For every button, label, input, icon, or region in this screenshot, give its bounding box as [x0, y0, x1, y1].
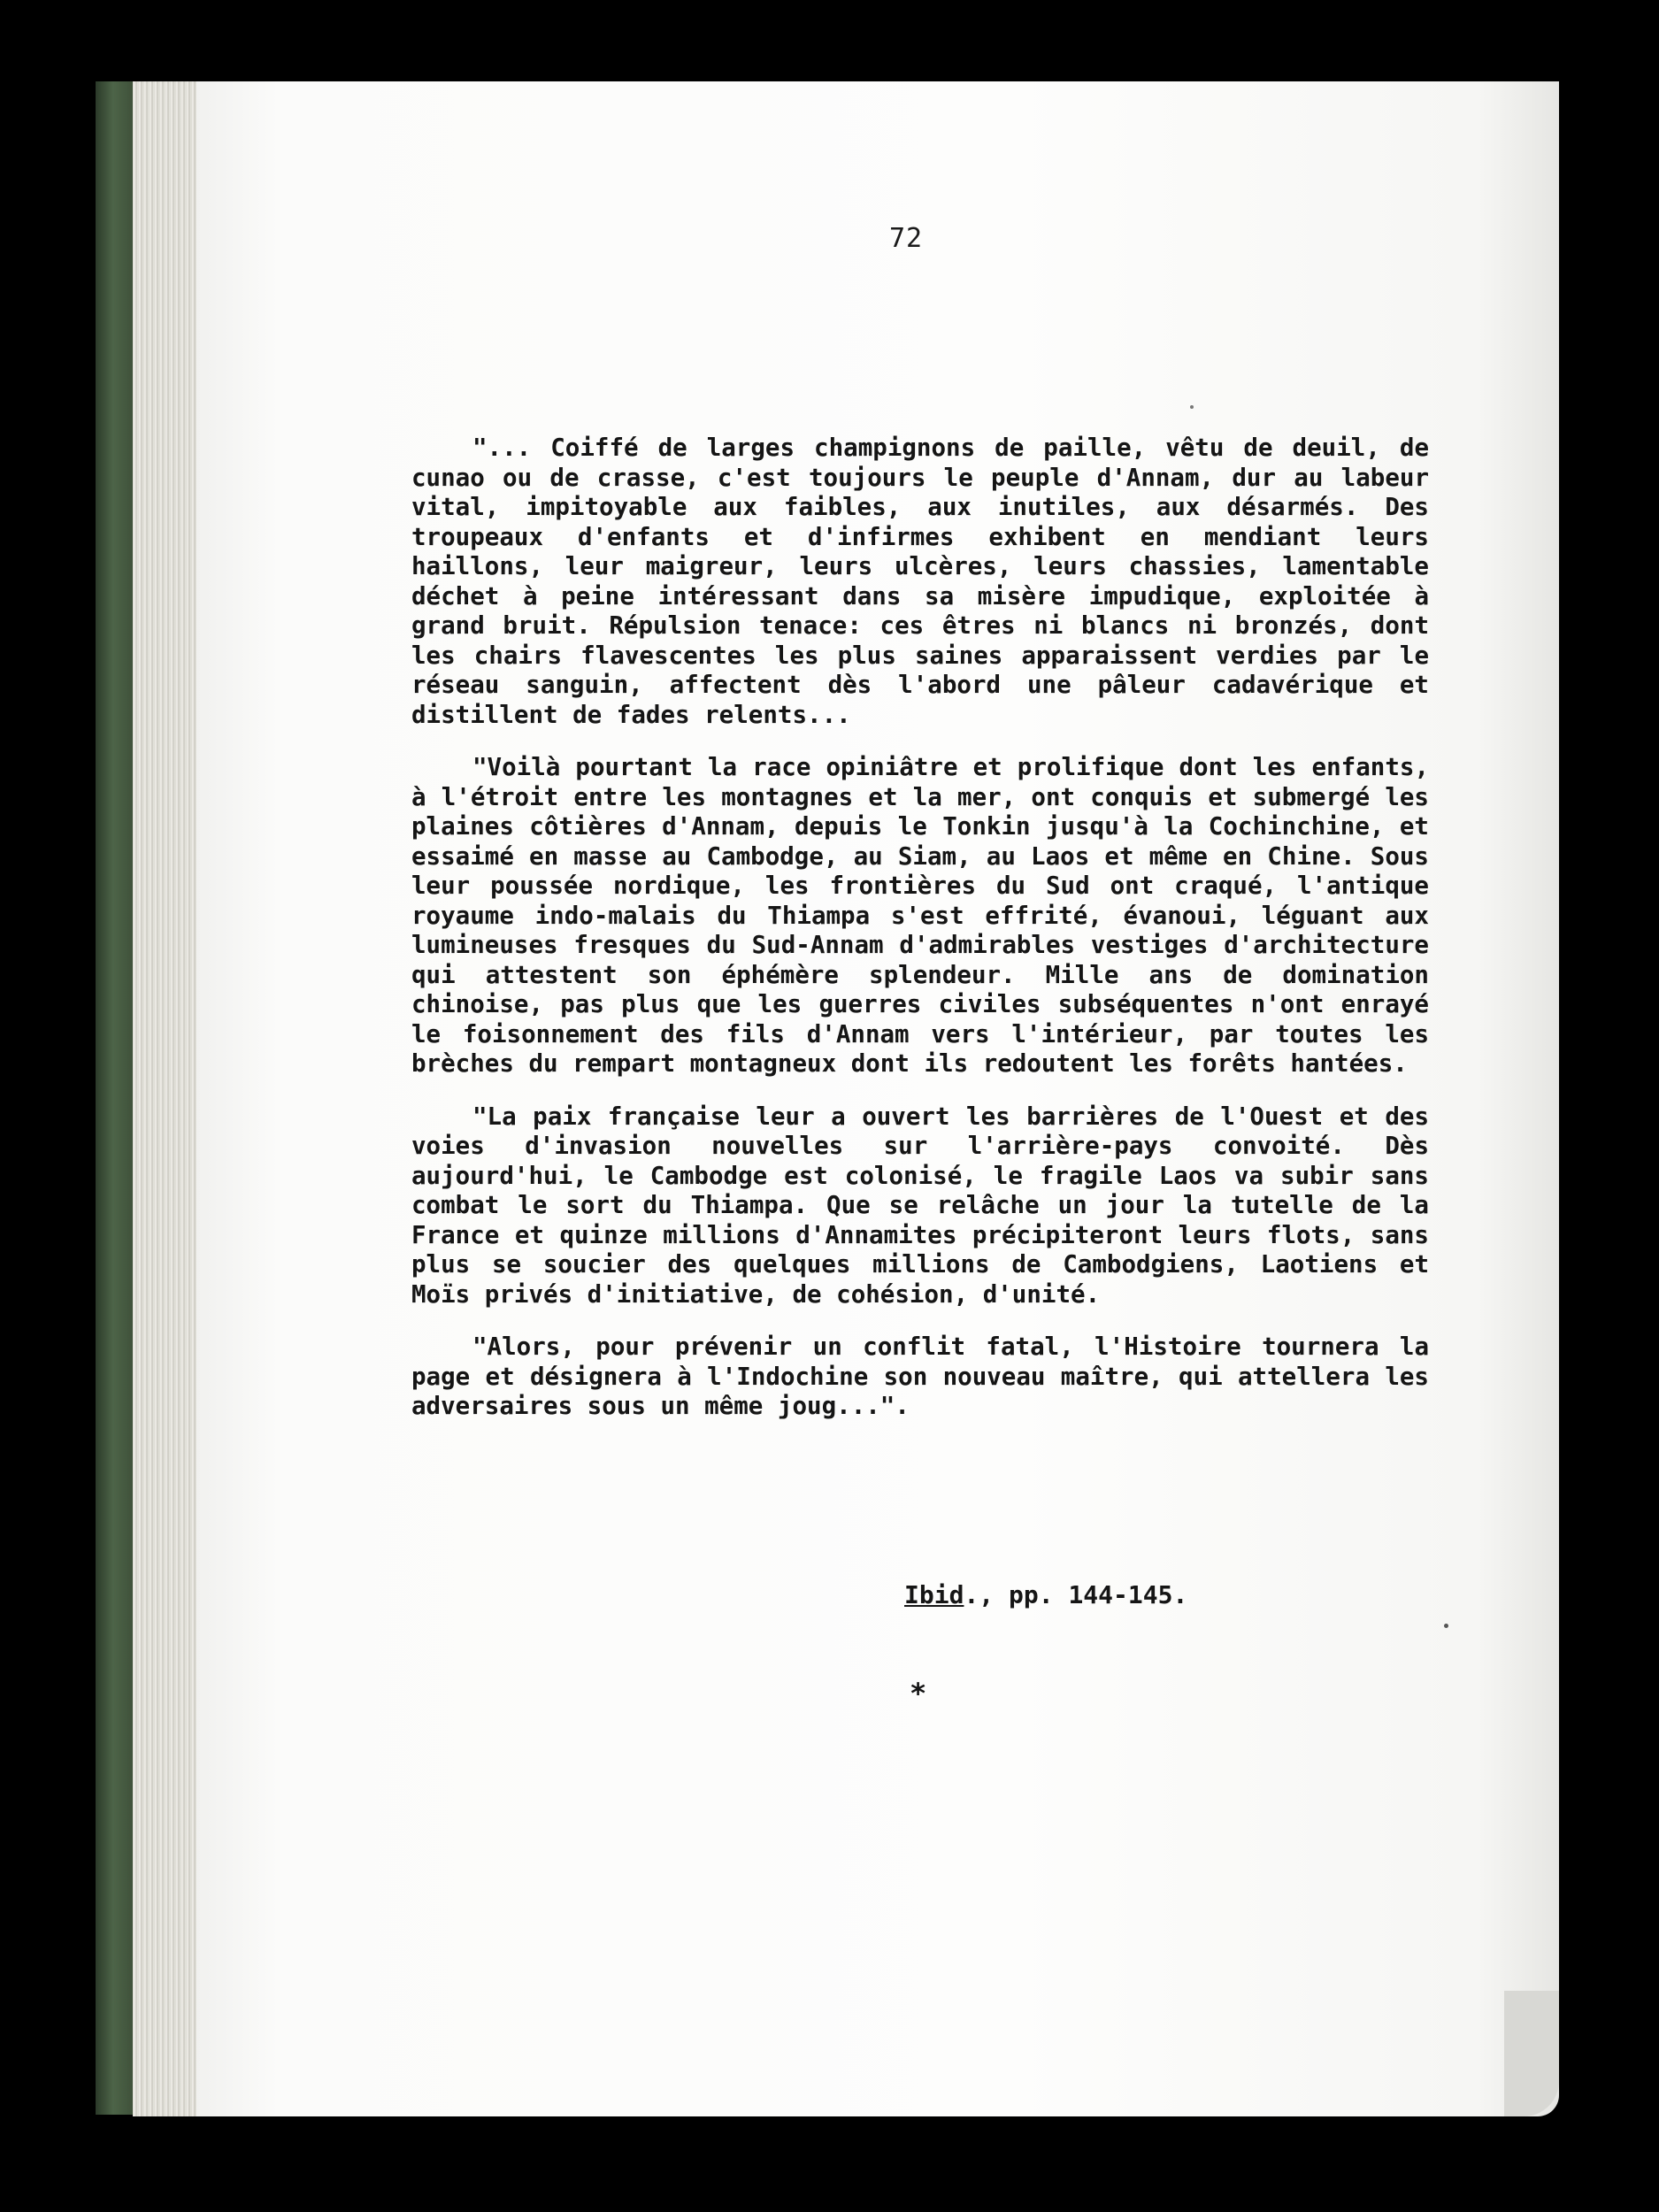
- page-edges: [133, 81, 198, 2116]
- paragraph-1: "... Coiffé de larges champignons de paille, vêtu de deuil, de cunao ou de crasse, c'est toujours le peuple d'Annam, dur au labeur vital, impitoyable aux faibles, aux inutiles, aux désarmés. Des troupeaux d'enfants et d'infirmes exhibent en mendiant leurs haillons, leur maigreur, leurs ulcères, leurs chassies, lamentable déchet à peine intéressant dans sa misère impudique, exploitée à grand bruit. Répulsion tenace: ces êtres ni blancs ni bronzés, dont les chairs flavescentes les plus saines apparaissent verdies par le réseau sanguin, affectent dès l'abord une pâleur cadavérique et distillent de fades relents...: [411, 434, 1429, 729]
- citation: [904, 1580, 1187, 1609]
- section-separator: *: [910, 1677, 927, 1710]
- citation-ibid: Ibid: [904, 1580, 964, 1609]
- quoted-passage: [411, 434, 1429, 1445]
- paragraph-2: "Voilà pourtant la race opiniâtre et prolifique dont les enfants, à l'étroit entre les montagnes et la mer, ont conquis et submergé les plaines côtières d'Annam, depuis le Tonkin jusqu'à la Cochinchine, et essaimé en masse au Cambodge, au Siam, au Laos et même en Chine. Sous leur poussée nordique, les frontières du Sud ont craqué, l'antique royaume indo-malais du Thiampa s'est effrité, évanoui, léguant aux lumineuses fresques du Sud-Annam d'admirables vestiges d'architecture qui attestent son éphémère splendeur. Mille ans de domination chinoise, pas plus que les guerres civiles subséquentes n'ont enrayé le foisonnement des fils d'Annam vers l'intérieur, par toutes les brèches du rempart montagneux dont ils redoutent les forêts hantées.: [411, 753, 1429, 1078]
- speck: [1444, 1624, 1448, 1628]
- page-number: 72: [889, 223, 924, 254]
- paragraph-3: "La paix française leur a ouvert les barrières de l'Ouest et des voies d'invasion nouvelles sur l'arrière-pays convoité. Dès aujourd'hui, le Cambodge est colonisé, le fragile Laos va subir sans combat le sort du Thiampa. Que se relâche un jour la tutelle de la France et quinze millions d'Annamites précipiteront leurs flots, sans plus se soucier des quelques millions de Cambodgiens, Laotiens et Moïs privés d'initiative, de cohésion, d'unité.: [411, 1102, 1429, 1309]
- paragraph-4: "Alors, pour prévenir un conflit fatal, l'Histoire tournera la page et désignera à l'Indochine son nouveau maître, qui attellera les adversaires sous un même joug...".: [411, 1333, 1429, 1420]
- citation-pages: ., pp. 144-145.: [964, 1580, 1188, 1609]
- book-spine: [96, 81, 134, 2115]
- speck: [1190, 405, 1194, 409]
- page-corner: [1504, 1991, 1559, 2116]
